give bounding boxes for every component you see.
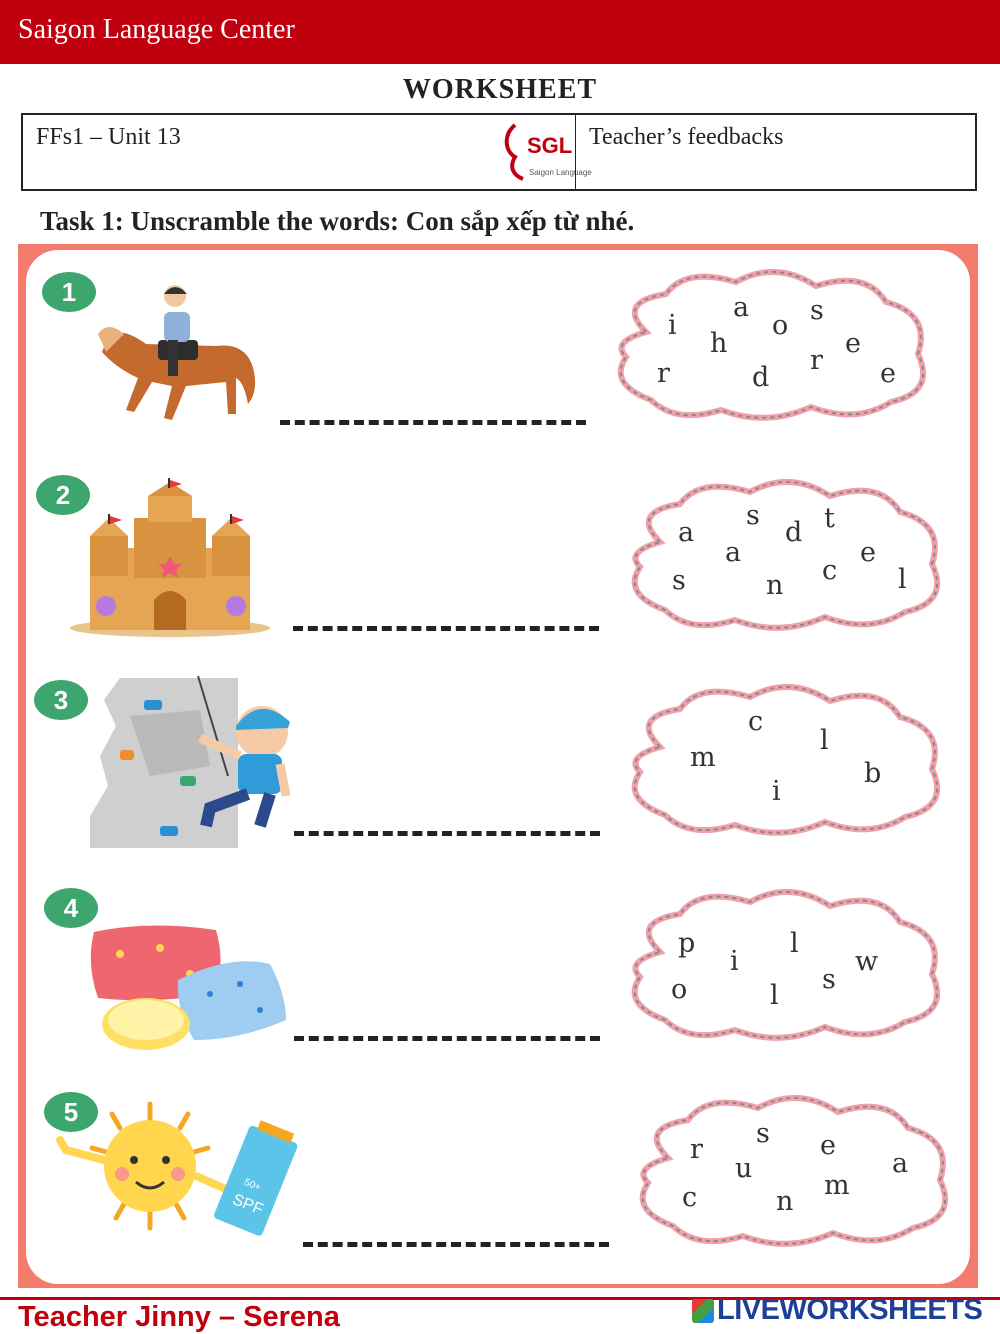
letter: e xyxy=(880,358,896,389)
letter-cloud-4 xyxy=(620,882,950,1042)
letter: l xyxy=(770,980,779,1011)
letter: a xyxy=(725,537,742,568)
sgl-logo xyxy=(499,117,592,183)
horse-riding-icon xyxy=(76,282,266,427)
table-divider xyxy=(575,115,576,189)
letter: a xyxy=(733,292,750,323)
answer-blank-2[interactable] xyxy=(293,626,599,631)
letter: l xyxy=(790,928,799,959)
letter: i xyxy=(772,776,781,807)
sandcastle-icon xyxy=(70,478,275,638)
number-badge-2: 2 xyxy=(36,475,90,515)
answer-blank-1[interactable] xyxy=(280,420,586,425)
answer-blank-3[interactable] xyxy=(294,831,600,836)
svg-text:SPF: SPF xyxy=(230,1191,266,1219)
letter: d xyxy=(752,362,770,393)
svg-text:Saigon Language: Saigon Language xyxy=(529,168,592,177)
liveworksheets-text: LIVEWORKSHEETS xyxy=(717,1294,983,1326)
letter: s xyxy=(810,295,824,326)
number-badge-4: 4 xyxy=(44,888,98,928)
letter: s xyxy=(672,565,686,596)
teacher-name: Teacher Jinny – Serena xyxy=(18,1301,340,1333)
letter: u xyxy=(735,1153,753,1184)
worksheet-title: WORKSHEET xyxy=(402,74,598,105)
letter: i xyxy=(668,310,677,341)
number-badge-3: 3 xyxy=(34,680,88,720)
info-table xyxy=(21,113,977,191)
letter: s xyxy=(756,1118,770,1149)
letter: h xyxy=(710,328,728,359)
letter: o xyxy=(671,974,688,1005)
task-title: Task 1: Unscramble the words: Con sắp xếp từ nhé. xyxy=(40,206,635,236)
letter: a xyxy=(892,1148,909,1179)
letter: e xyxy=(820,1130,836,1161)
letter: n xyxy=(776,1186,794,1217)
letter: e xyxy=(860,537,876,568)
letter-cloud-1 xyxy=(606,262,936,422)
letter-cloud-2 xyxy=(620,472,950,632)
liveworksheets-logo[interactable] xyxy=(692,1294,982,1327)
letter: b xyxy=(864,758,882,789)
header-bar xyxy=(0,0,1000,64)
climbing-icon xyxy=(90,676,315,848)
letter: t xyxy=(824,503,835,534)
number-badge-1: 1 xyxy=(42,272,96,312)
letter: l xyxy=(898,564,907,595)
svg-text:50+: 50+ xyxy=(242,1176,263,1194)
letter: d xyxy=(785,517,803,548)
letter: r xyxy=(690,1134,703,1165)
letter: o xyxy=(772,310,789,341)
letter: s xyxy=(746,500,760,531)
svg-text:SGL: SGL xyxy=(527,133,573,158)
liveworksheets-icon xyxy=(692,1299,714,1323)
letter: r xyxy=(810,345,823,376)
letter: r xyxy=(657,358,670,389)
letter-cloud-5 xyxy=(628,1088,958,1248)
letter: c xyxy=(822,555,838,586)
letter: s xyxy=(822,964,836,995)
letter-cloud-3 xyxy=(620,677,950,837)
letter: a xyxy=(678,517,695,548)
answer-blank-5[interactable] xyxy=(303,1242,609,1247)
letter: p xyxy=(678,928,696,959)
letter: n xyxy=(766,570,784,601)
sun-sunscreen-icon xyxy=(52,1100,302,1248)
pillows-icon xyxy=(90,924,295,1054)
letter: i xyxy=(730,946,739,977)
number-badge-5: 5 xyxy=(44,1092,98,1132)
feedback-label: Teacher’s feedbacks xyxy=(589,124,784,150)
letter: c xyxy=(682,1182,698,1213)
center-name: Saigon Language Center xyxy=(18,14,295,45)
letter: c xyxy=(748,706,764,737)
unit-label: FFs1 – Unit 13 xyxy=(36,124,181,150)
letter: l xyxy=(820,725,829,756)
letter: m xyxy=(690,742,716,773)
letter: w xyxy=(855,946,879,977)
answer-blank-4[interactable] xyxy=(294,1036,600,1041)
letter: e xyxy=(845,328,861,359)
letter: m xyxy=(824,1170,850,1201)
